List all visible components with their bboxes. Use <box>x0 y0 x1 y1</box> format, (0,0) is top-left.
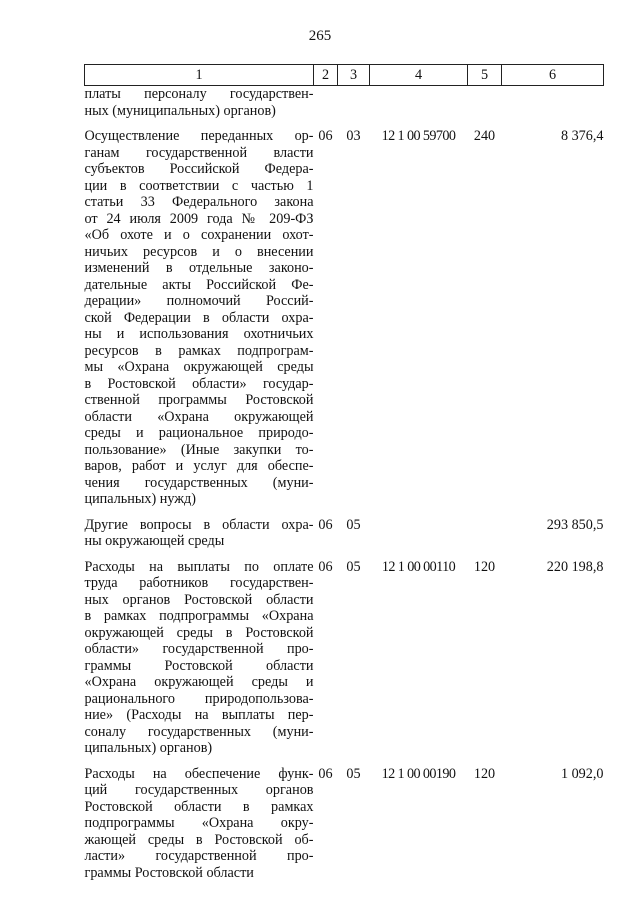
description-line: подпрограммы «Охрана окру- <box>84 815 314 831</box>
cell-section: 06 <box>318 765 333 782</box>
cell-target-article: 12 1 00 00110 <box>381 558 456 575</box>
cell-section <box>314 86 338 120</box>
description-line: ны и использования охотничьих <box>84 326 314 342</box>
row-spacer <box>85 550 604 559</box>
cell-amount <box>502 86 604 120</box>
budget-table <box>84 64 604 881</box>
cell-expense-type <box>468 517 502 550</box>
description-line: Ростовской области в рамках <box>84 798 314 815</box>
description-line: ны окружающей среды <box>84 533 225 549</box>
description-line: ций государственных органов <box>84 782 314 798</box>
row-spacer-cell <box>85 508 604 517</box>
cell-description <box>85 559 314 757</box>
description-line: мы «Охрана окружающей среды <box>84 359 314 375</box>
cell-description <box>85 86 314 120</box>
cell-subsection: 05 <box>346 765 361 782</box>
description-line: среды и рациональное природо- <box>84 425 314 441</box>
description-line: ресурсов в рамках подпрограм- <box>84 342 314 359</box>
description-line: области «Охрана окружающей <box>84 408 314 425</box>
description-line: Осуществление переданных ор- <box>84 128 314 144</box>
cell-subsection: 05 <box>346 558 361 575</box>
header-col-4: 4 <box>370 65 468 86</box>
description-line: ных (муниципальных) органов) <box>84 102 276 119</box>
table-row <box>85 517 604 550</box>
description-line: Другие вопросы в области охра- <box>84 516 314 533</box>
header-col-6: 6 <box>502 65 604 86</box>
description-line: Расходы на выплаты по оплате <box>84 558 314 575</box>
description-line: «Об охоте и о сохранении охот- <box>84 227 314 243</box>
cell-description <box>85 766 314 882</box>
description-line: ных органов Ростовской области <box>84 591 314 608</box>
description-line: граммы Ростовской области <box>84 657 314 674</box>
page-number: 265 <box>308 28 332 44</box>
cell-section: 06 <box>318 128 333 144</box>
header-col-2: 2 <box>314 65 338 86</box>
row-spacer <box>85 757 604 766</box>
table-body <box>85 86 604 882</box>
description-line: чения государственных (муни- <box>84 474 314 491</box>
header-col-3: 3 <box>338 65 370 86</box>
description-line: ласти» государственной про- <box>84 848 314 864</box>
description-line: дательные акты Российской Фе- <box>84 276 314 293</box>
row-spacer-cell <box>85 119 604 128</box>
description-line: ственной программы Ростовской <box>84 392 314 408</box>
cell-amount: 8 376,4 <box>560 128 604 144</box>
cell-amount: 293 850,5 <box>546 516 604 533</box>
table-row <box>85 559 604 757</box>
description-line: ципальных) органов) <box>84 740 213 756</box>
cell-description <box>85 128 314 508</box>
description-line: в рамках подпрограммы «Охрана <box>84 608 314 624</box>
cell-section: 06 <box>318 516 333 533</box>
description-line: от 24 июля 2009 года № 209-ФЗ <box>84 210 314 227</box>
description-line: пользование» (Иные закупки то- <box>84 441 314 458</box>
cell-target-article <box>370 86 468 120</box>
description-line: изменений в отдельные законо- <box>84 260 314 276</box>
header-col-5: 5 <box>468 65 502 86</box>
table-row <box>85 86 604 120</box>
description-line: варов, работ и услуг для обеспе- <box>84 458 314 474</box>
description-line: ние» (Расходы на выплаты пер- <box>84 707 314 723</box>
description-line: жающей среды в Ростовской об- <box>84 831 314 848</box>
description-line: соналу государственных (муни- <box>84 723 314 740</box>
description-line: ции в соответствии с частью 1 <box>84 177 314 194</box>
description-line: «Охрана окружающей среды и <box>84 674 314 690</box>
cell-target-article: 12 1 00 59700 <box>381 128 456 144</box>
cell-target-article <box>370 517 468 550</box>
cell-expense-type <box>468 86 502 120</box>
description-line: дерации» полномочий Россий- <box>84 293 314 309</box>
table-row <box>85 766 604 882</box>
row-spacer-cell <box>85 550 604 559</box>
table-row <box>85 128 604 508</box>
row-spacer <box>85 119 604 128</box>
header-row <box>85 65 604 86</box>
description-line: области» государственной про- <box>84 641 314 657</box>
description-line: труда работников государствен- <box>84 575 314 591</box>
description-line: платы персоналу государствен- <box>84 86 314 102</box>
cell-expense-type: 240 <box>473 128 496 144</box>
description-line: ничьих ресурсов и о внесении <box>84 243 314 260</box>
table-header <box>85 65 604 86</box>
description-line: ципальных) нужд) <box>84 491 196 507</box>
cell-expense-type: 120 <box>473 558 496 575</box>
description-line: Расходы на обеспечение функ- <box>84 765 314 782</box>
cell-subsection: 03 <box>346 128 361 144</box>
row-spacer <box>85 508 604 517</box>
cell-subsection <box>338 86 370 120</box>
description-line: субъектов Российской Федера- <box>84 161 314 177</box>
cell-subsection: 05 <box>346 516 361 533</box>
cell-expense-type: 120 <box>473 765 496 782</box>
cell-target-article: 12 1 00 00190 <box>381 765 456 782</box>
description-line: в Ростовской области» государ- <box>84 375 314 392</box>
description-line: ганам государственной власти <box>84 144 314 161</box>
description-line: ской Федерации в области охра- <box>84 309 314 326</box>
cell-amount: 1 092,0 <box>560 765 604 782</box>
description-line: окружающей среды в Ростовской <box>84 624 314 641</box>
description-line: статьи 33 Федерального закона <box>84 194 314 210</box>
header-col-1: 1 <box>85 65 314 86</box>
cell-description <box>85 517 314 550</box>
row-spacer-cell <box>85 757 604 766</box>
description-line: рационального природопользова- <box>84 690 314 707</box>
cell-amount: 220 198,8 <box>546 558 604 575</box>
description-line: граммы Ростовской области <box>84 864 254 881</box>
cell-section: 06 <box>318 558 333 575</box>
